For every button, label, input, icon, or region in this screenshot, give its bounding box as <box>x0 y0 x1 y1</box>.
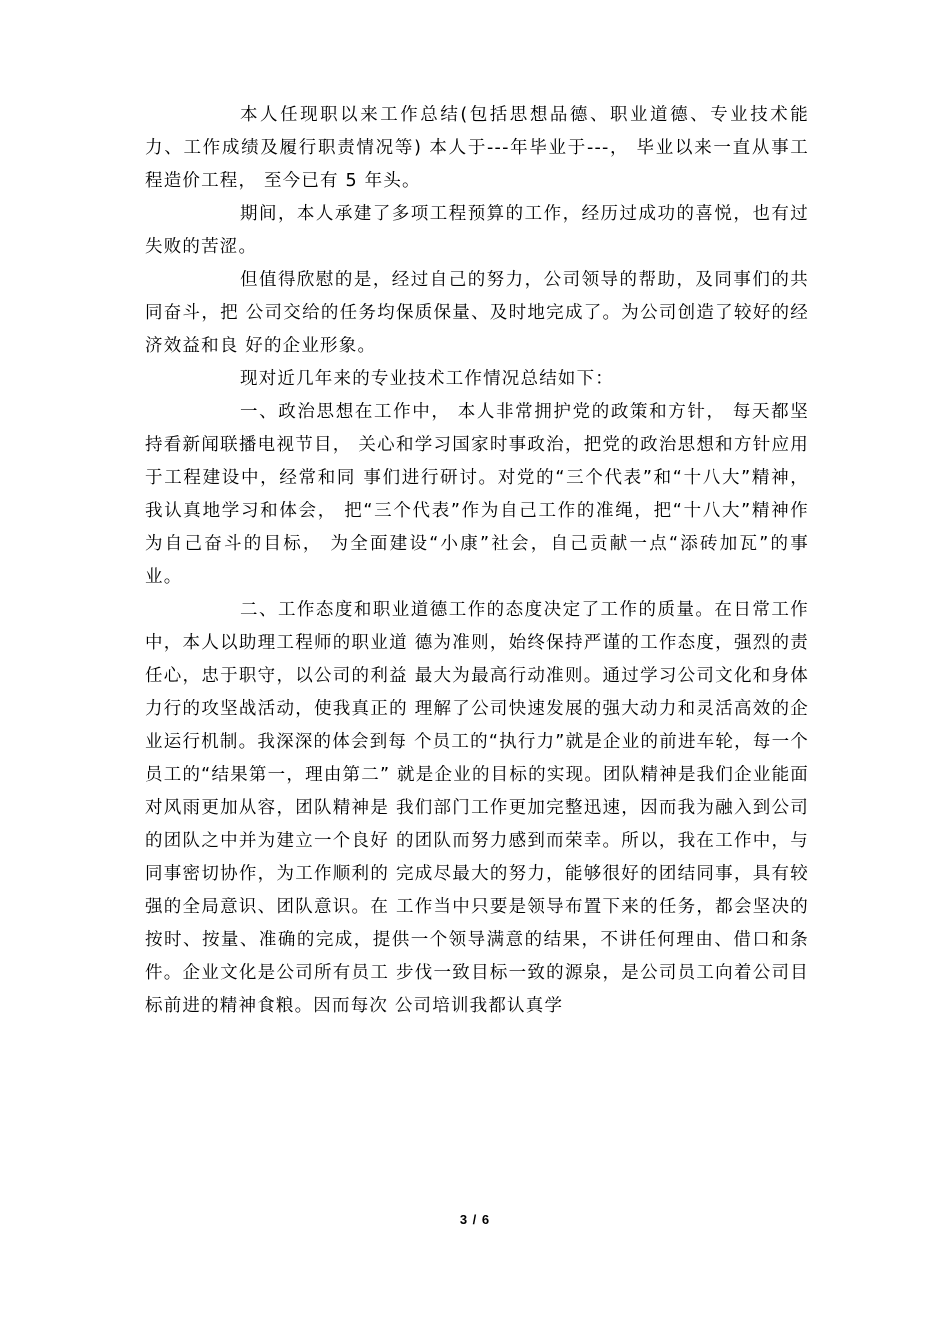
paragraph-work-attitude: 二、工作态度和职业道德工作的态度决定了工作的质量。在日常工作中，本人以助理工程师的职业道 德为准则，始终保持严谨的工作态度，强烈的责任心，忠于职守，以公司的利益 最大为最高行动准则。通过学习公司文化和身体力行的攻坚战活动，使我真正的 理解了公司快速发展的强大动力和灵活高效的企业运行机制。我深深的体会到每 个员工的“执行力”就是企业的前进车轮，每一个员工的“结果第一，理由第二” 就是企业的目标的实现。团队精神是我们企业能面对风雨更加从容，团队精神是 我们部门工作更加完整迅速，因而我为融入到公司的团队之中并为建立一个良好 的团队而努力感到而荣幸。所以，我在工作中，与同事密切协作，为工作顺利的 完成尽最大的努力，能够很好的团结同事，具有较强的全局意识、团队意识。在 工作当中只要是领导布置下来的任务，都会坚决的按时、按量、准确的完成，提供一个领导满意的结果，不讲任何理由、借口和条件。企业文化是公司所有员工 步伐一致目标一致的源泉，是公司员工向着公司目标前进的精神食粮。因而每次 公司培训我都认真学 <box>145 600 809 1016</box>
document-body <box>145 99 809 1023</box>
page-number: 3 / 6 <box>459 1212 491 1227</box>
paragraph-overview-heading: 现对近几年来的专业技术工作情况总结如下： <box>240 369 614 389</box>
paragraph-summary-intro: 本人任现职以来工作总结(包括思想品德、职业道德、专业技术能力、工作成绩及履行职责情况等) 本人于---年毕业于---， 毕业以来一直从事工程造价工程， 至今已有 5 年头。 <box>145 105 809 191</box>
paragraph-achievements: 但值得欣慰的是，经过自己的努力，公司领导的帮助，及同事们的共同奋斗，把 公司交给的任务均保质保量、及时地完成了。为公司创造了较好的经济效益和良 好的企业形象。 <box>145 270 809 356</box>
paragraph-political-thought: 一、政治思想在工作中， 本人非常拥护党的政策和方针， 每天都坚持看新闻联播电视节目， 关心和学习国家时事政治，把党的政治思想和方针应用于工程建设中，经常和同 事们进行研讨。对党的“三个代表”和“十八大”精神，我认真地学习和体会， 把“三个代表”作为自己工作的准绳，把“十八大”精神作为自己奋斗的目标， 为全面建设“小康”社会，自己贡献一点“添砖加瓦”的事业。 <box>145 402 809 587</box>
paragraph-period: 期间，本人承建了多项工程预算的工作，经历过成功的喜悦，也有过失败的苦涩。 <box>145 204 809 257</box>
